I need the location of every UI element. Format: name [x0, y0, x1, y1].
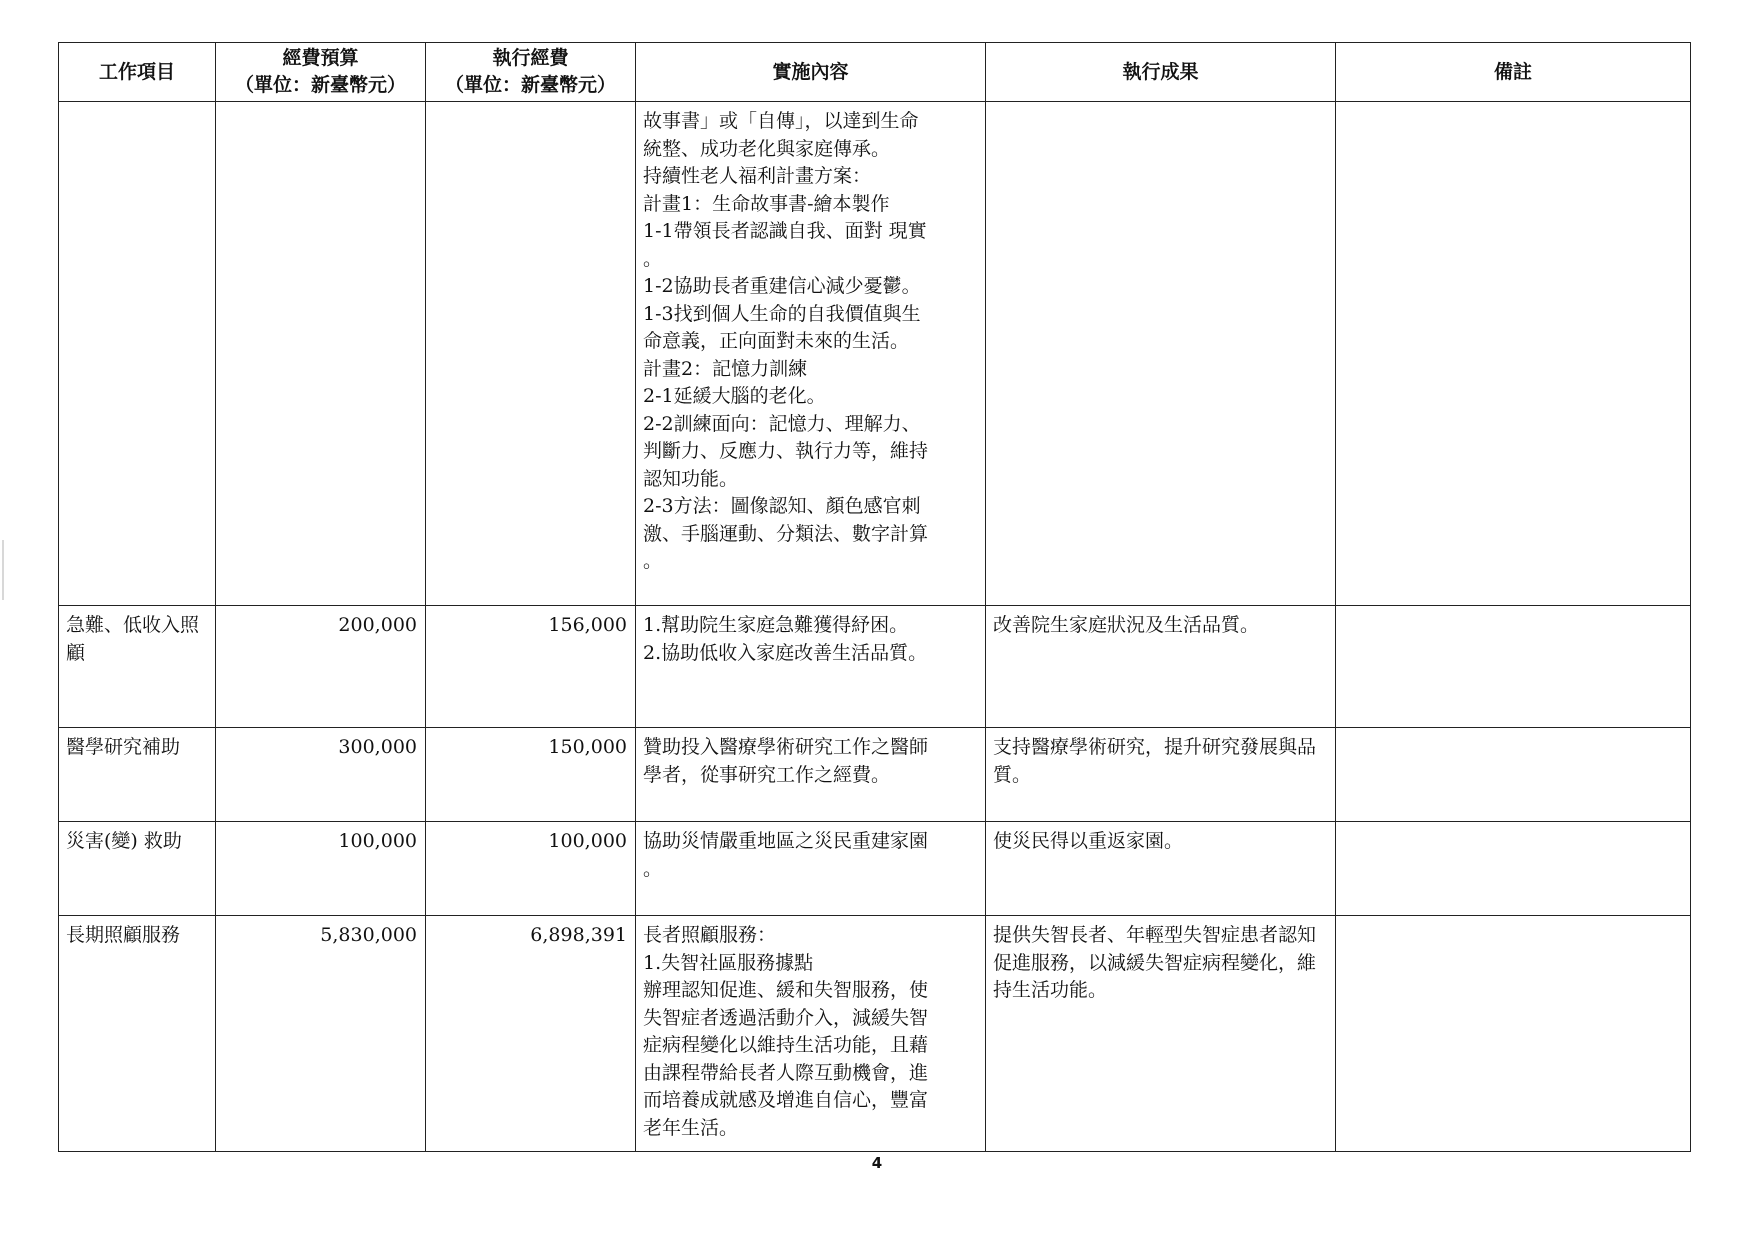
work-items-table: [58, 42, 1691, 1152]
cell-budget: 300,000: [216, 728, 426, 822]
cell-note: [1336, 728, 1691, 822]
cell-content: 贊助投入醫療學術研究工作之醫師 學者，從事研究工作之經費。: [636, 728, 986, 822]
header-work-item: 工作項目: [59, 43, 216, 102]
header-executed: 執行經費 （單位：新臺幣元）: [426, 43, 636, 102]
cell-work-item: 急難、低收入照顧: [59, 606, 216, 728]
table-row: [59, 606, 1691, 728]
cell-budget: 200,000: [216, 606, 426, 728]
cell-content: 1.幫助院生家庭急難獲得紓困。 2.協助低收入家庭改善生活品質。: [636, 606, 986, 728]
cell-budget: 5,830,000: [216, 916, 426, 1152]
cell-note: [1336, 822, 1691, 916]
cell-budget: [216, 102, 426, 606]
header-result: 執行成果: [986, 43, 1336, 102]
cell-note: [1336, 916, 1691, 1152]
cell-content: 長者照顧服務： 1.失智社區服務據點 辦理認知促進、緩和失智服務，使 失智症者透過活動介入，減緩失智 症病程變化以維持生活功能，且藉 由課程帶給長者人際互動機會，進 而培養成就感及增進自信心，豐富 老年生活。: [636, 916, 986, 1152]
scan-edge-mark: [2, 540, 4, 600]
table-row: [59, 822, 1691, 916]
cell-executed: 150,000: [426, 728, 636, 822]
cell-executed: 6,898,391: [426, 916, 636, 1152]
cell-executed: [426, 102, 636, 606]
cell-work-item: 長期照顧服務: [59, 916, 216, 1152]
page-number: 4: [871, 1154, 883, 1172]
cell-executed: 100,000: [426, 822, 636, 916]
cell-work-item: 醫學研究補助: [59, 728, 216, 822]
cell-result: 使災民得以重返家園。: [986, 822, 1336, 916]
cell-executed: 156,000: [426, 606, 636, 728]
cell-content: 故事書」或「自傳」，以達到生命 統整、成功老化與家庭傳承。 持續性老人福利計畫方案： 計畫1：生命故事書-繪本製作 1-1帶領長者認識自我、面對 現實 。 1-2協助長者重建信心減少憂鬱。 1-3找到個人生命的自我價值與生 命意義，正向面對未來的生活。 計畫2：記憶力訓練 2-1延緩大腦的老化。 2-2訓練面向：記憶力、理解力、 判斷力、反應力、執行力等，維持 認知功能。 2-3方法：圖像認知、顏色感官刺 激、手腦運動、分類法、數字計算 。: [636, 102, 986, 606]
cell-work-item: [59, 102, 216, 606]
cell-result: [986, 102, 1336, 606]
header-note: 備註: [1336, 43, 1691, 102]
table-row: [59, 728, 1691, 822]
cell-content: 協助災情嚴重地區之災民重建家園 。: [636, 822, 986, 916]
table-header-row: [59, 43, 1691, 102]
table-row: [59, 102, 1691, 606]
table-row: [59, 916, 1691, 1152]
cell-note: [1336, 102, 1691, 606]
cell-result: 支持醫療學術研究，提升研究發展與品質。: [986, 728, 1336, 822]
cell-note: [1336, 606, 1691, 728]
header-budget: 經費預算 （單位：新臺幣元）: [216, 43, 426, 102]
cell-result: 提供失智長者、年輕型失智症患者認知促進服務，以減緩失智症病程變化，維持生活功能。: [986, 916, 1336, 1152]
cell-work-item: 災害(變) 救助: [59, 822, 216, 916]
cell-budget: 100,000: [216, 822, 426, 916]
cell-result: 改善院生家庭狀況及生活品質。: [986, 606, 1336, 728]
header-content: 實施內容: [636, 43, 986, 102]
